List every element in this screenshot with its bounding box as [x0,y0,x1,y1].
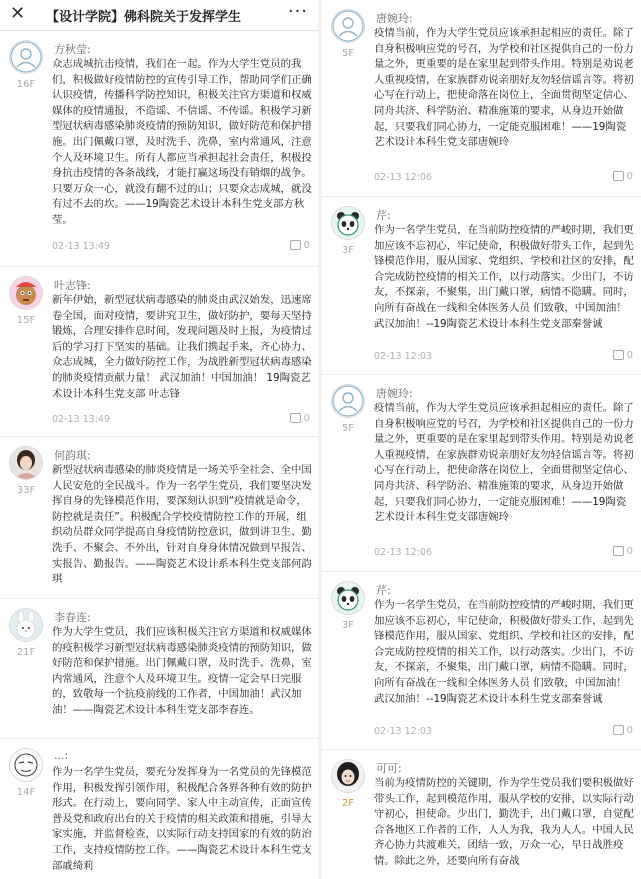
user-name[interactable]: 李春连: [54,611,91,624]
user-name[interactable]: 唐婉玲: [376,387,413,400]
reply-button[interactable] [290,240,310,251]
comment-item [322,750,641,879]
default-avatar-icon[interactable] [331,9,365,43]
comment-time: 02-13 12:03 [374,351,433,362]
floor-number: 5F [341,48,355,59]
reply-count: 0 [626,350,633,361]
floor-number: 15F [16,315,36,326]
default-avatar-icon[interactable] [331,384,365,418]
user-name[interactable]: 何韵琪: [54,449,91,462]
comment-item [322,375,641,572]
reply-button[interactable] [613,350,633,361]
reply-count: 0 [626,725,633,736]
right-screenshot [322,0,641,879]
reply-button[interactable] [613,725,633,736]
cartoon-avatar-icon[interactable] [9,276,43,310]
comment-text: 新型冠状病毒感染的肺炎疫情是一场关乎全社会、全中国人民安危的全民战斗。作为一名学生党员，我们要坚决发挥自身的先锋模范作用，要深刻认识到“疫情就是命令，防控就是责任”。积极配合学校疫情防控工作的开展，组织动员群众同学提高自身疫情防控意识，做到讲卫生、勤洗手、不聚会、不外出，针对自身身体情况做到早报告、实报告、勤报告。——陶瓷艺术设计系本科生党支部何韵琪 [52,464,312,586]
more-icon[interactable]: ··· [287,1,308,22]
reply-count: 0 [626,171,633,182]
comment-text: 作为大学生党员，我们应该积极关注官方渠道和权威媒体的疫积极学习新型冠状病毒感染肺炎疫情的预防知识，做好防范和保护措施。出门佩戴口罩，及时洗手、洗鼻，室内常通风，注意个人及环境卫生。疫情一定会早日完服的，致敬每一个抗疫前线的工作者，中国加油！武汉加油！——陶瓷艺术设计本科生党支部李春连。 [52,626,312,716]
comment-text: 众志成城抗击疫情，我们在一起。作为大学生党员的我们，积极做好疫情防控的宣传引导工作，帮助同学们正确认识疫情，传播科学防控知识，积极关注官方渠道和权威媒体的疫情通报，不造谣、不信谣、不传谣。积极学习新型冠状病毒感染肺炎疫情的预防知识，做好防范和保护措施。出门佩戴口罩，及时洗手、洗鼻，室内常通风，注意个人及环境卫生。所有人都应当承担起社会责任，积极投身抗击疫情的各条战线，才能打赢这场没有销烟的战争。只要万众一心，就没有翻不过的山；只要众志成城，就没有过不去的坎。——19陶瓷艺术设计本科生党支部方秋莹。 [52,58,312,226]
floor-number: 3F [341,245,355,256]
reply-button[interactable] [290,413,310,424]
comment-item [0,31,318,267]
page-title: 【设计学院】佛科院关于发挥学生 [46,10,242,25]
comment-icon [613,725,624,735]
reply-button[interactable] [613,546,633,557]
reply-count: 0 [303,240,310,251]
comment-icon [290,413,301,423]
comment-time: 02-13 13:49 [52,241,111,252]
user-name[interactable]: ...: [54,749,69,762]
comment-item [322,197,641,375]
panda-avatar-icon[interactable] [331,581,365,615]
user-name[interactable]: 芹: [376,209,391,222]
comment-text: 作为一名学生党员，在当前防控疫情的严峻时期，我们更加应该不忘初心，牢记使命，积极做好带头工作，起到先锋模范作用，服从国家、党组织、学校和社区的安排，配合完成防控疫情的相关工作，以行动落实。少出门，不访友，不探亲，不聚集，出门戴口罩，病情不隐瞒。同时，向所有奋战在一线和全体医务人员 们致敬，中国加油！武汉加油！--19陶瓷艺术设计本科生党支部秦誉诚 [374,599,634,705]
comment-item [0,267,318,437]
floor-number: 14F [16,787,36,798]
default-avatar-icon[interactable] [9,40,43,74]
floor-number: 3F [341,620,355,631]
comment-icon [613,350,624,360]
comment-text: 疫情当前，作为大学生党员应该承担起相应的责任。除了自身积极响应党的号召，为学校和社区提供自己的一份力量之外，更重要的是在家里起到带头作用。特别是劝说老人重视疫情，在家族群劝说亲朋好友勿轻信谣言等。将初心写在行动上，把使命落在岗位上，全面贯彻坚定信心、同舟共济、科学防治、精准施策的要求，从身边开始做起，只要我们同心协力，一定能克服困难！——19陶瓷艺术设计本科生党支部唐婉玲 [374,402,634,524]
comment-item [0,437,318,599]
girl-avatar-icon[interactable] [331,759,365,793]
sketch-avatar-icon[interactable] [9,748,43,782]
user-name[interactable]: 芹: [376,584,391,597]
comment-time: 02-13 12:06 [374,547,433,558]
close-icon[interactable]: ✕ [10,3,26,24]
comment-item [322,0,641,197]
reply-count: 0 [303,413,310,424]
floor-number: 16F [16,79,36,90]
comment-item [322,572,641,750]
comment-item [0,599,318,739]
comment-text: 作为一名学生党员，在当前防控疫情的严峻时期，我们更加应该不忘初心，牢记使命，积极做好带头工作，起到先锋模范作用，服从国家、党组织、学校和社区的安排，配合完成防控疫情的相关工作，以行动落实。少出门，不访友，不探亲，不聚集，出门戴口罩，病情不隐瞒。同时，向所有奋战在一线和全体医务人员 们致敬，中国加油！武汉加油！--19陶瓷艺术设计本科生党支部秦誉诚 [374,224,634,330]
comment-icon [613,546,624,556]
rabbit-avatar-icon[interactable] [9,608,43,642]
left-screenshot [0,0,318,879]
user-name[interactable]: 可可: [376,762,402,775]
reply-button[interactable] [613,171,633,182]
comment-text: 当前为疫情防控的关键期，作为学生党员我们要积极做好带头工作，起到模范作用，服从学校的安排，以实际行动守初心，担使命。少出门，勤洗手，出门戴口罩，自觉配合各地区工作者的工作，人人为我，我为人人。中国人民齐心协力共渡难关，团结一致，万众一心，早日战胜疫情。除此之外，还要向所有奋战 [374,777,634,867]
floor-number: 21F [16,647,36,658]
comment-text: 作为一名学生党员，要充分发挥身为一名党员的先锋模范作用，积极发挥引领作用，积极配合各界各种有效的防护形式。在行动上，要向同学、家人中主动宣传，正面宣传普及党和政府出台的关于疫情的相关政策和措施，引导大家实施，并监督检查，以实际行动支持国家的有效的防治工作，支持疫情防控工作。——陶瓷艺术设计本科生党支部戚绮莉 [52,766,312,872]
photo-avatar-icon[interactable] [9,446,43,480]
user-name[interactable]: 叶志锋: [54,279,91,292]
comment-time: 02-13 13:49 [52,414,111,425]
comment-text: 新年伊始，新型冠状病毒感染的肺炎由武汉始发，迅速席卷全国，面对疫情，要讲究卫生，做好防护，要每天坚持锻炼，合理安排作息时间，发现问题及时上报，为疫情过后的学习打下坚实的基础。让我们携起手来，齐心协力、众志成城，全力做好防控工作，为战胜新型冠状病毒感染的肺炎疫情贡献力量！ 武汉加油！中国加油！ 19陶瓷艺术设计本科生党支部 叶志锋 [52,294,312,400]
comment-icon [613,171,624,181]
user-name[interactable]: 方秋莹: [54,43,91,56]
panda-avatar-icon[interactable] [331,206,365,240]
floor-number: 33F [16,485,36,496]
comment-icon [290,240,301,250]
user-name[interactable]: 唐婉玲: [376,12,413,25]
top-bar [0,0,318,31]
reply-count: 0 [626,546,633,557]
floor-number: 2F [341,798,355,809]
comment-time: 02-13 12:06 [374,172,433,183]
comment-text: 疫情当前，作为大学生党员应该承担起相应的责任。除了自身积极响应党的号召，为学校和社区提供自己的一份力量之外，更重要的是在家里起到带头作用。特别是劝说老人重视疫情，在家族群劝说亲朋好友勿轻信谣言等。将初心写在行动上，把使命落在岗位上，全面贯彻坚定信心、同舟共济、科学防治、精准施策的要求，从身边开始做起，只要我们同心协力，一定能克服困难！——19陶瓷艺术设计本科生党支部唐婉玲 [374,27,634,149]
comment-item [0,739,318,879]
comment-time: 02-13 12:03 [374,726,433,737]
floor-number: 5F [341,423,355,434]
